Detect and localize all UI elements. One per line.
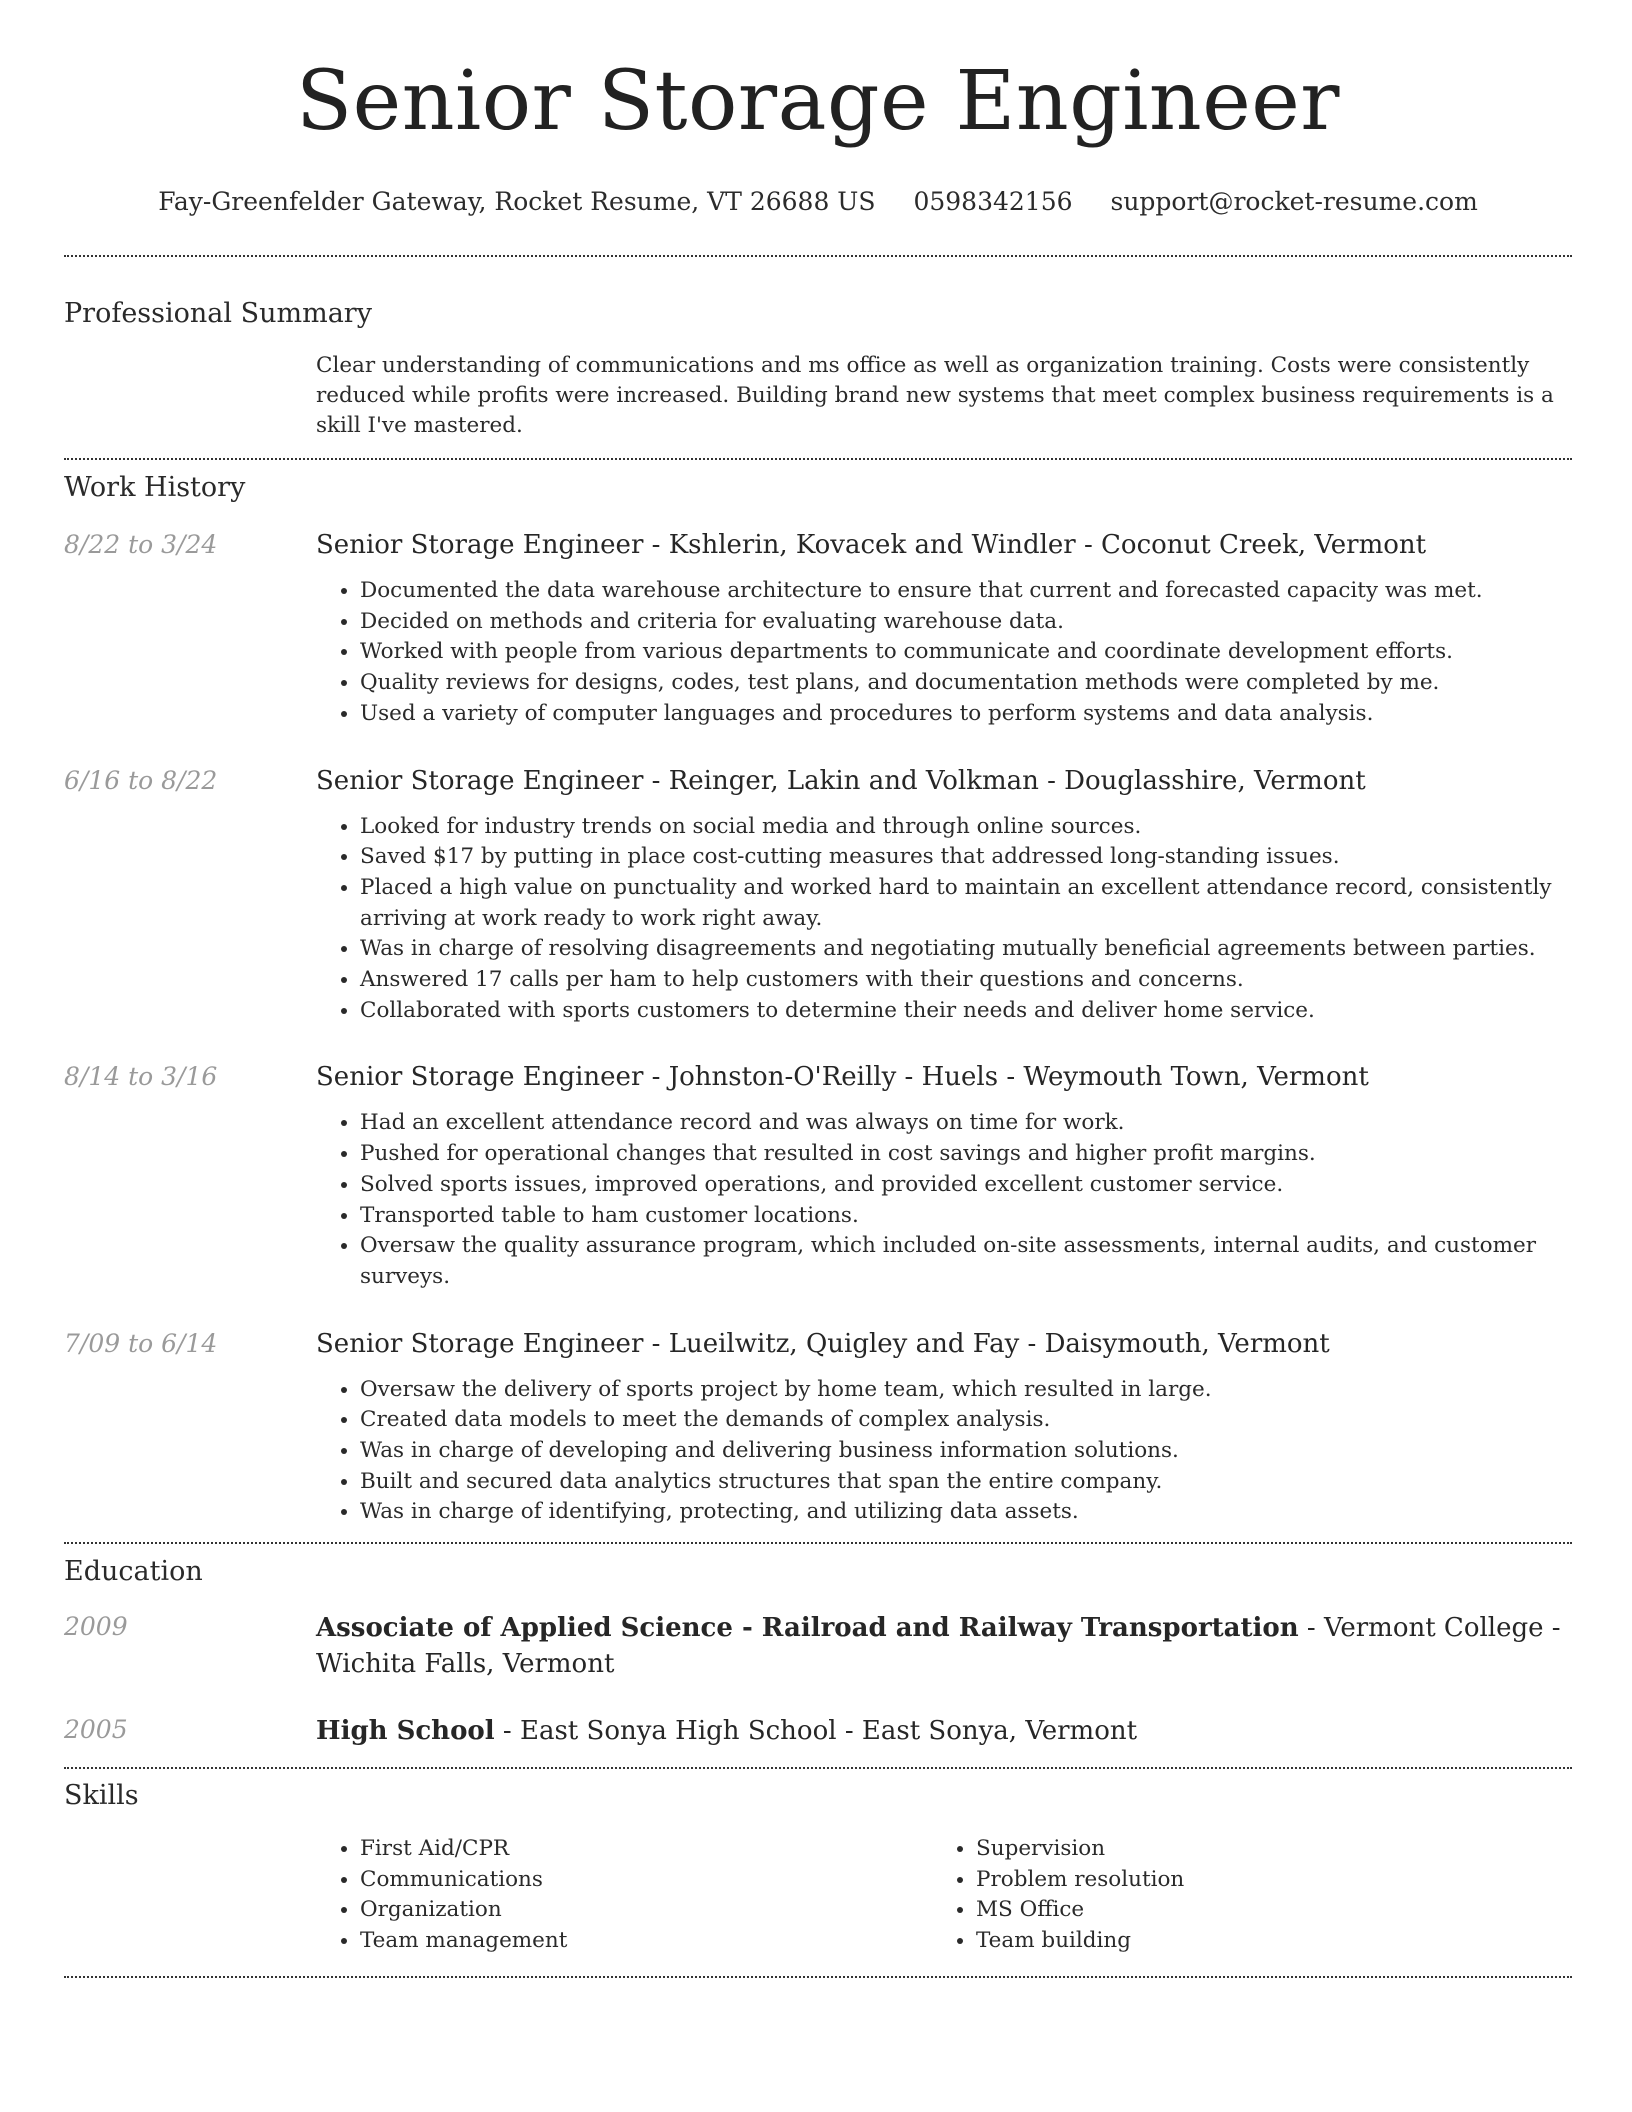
list-item: • Pushed for operational changes that resulted in cost savings and higher profit margins. bbox=[360, 1139, 1572, 1170]
list-item: • First Aid/CPR bbox=[360, 1834, 932, 1865]
job-dates: 7/09 to 6/14 bbox=[64, 1328, 218, 1358]
job-role: Senior Storage Engineer bbox=[316, 765, 644, 796]
job-dates: 8/22 to 3/24 bbox=[64, 530, 218, 559]
skills-column-left bbox=[316, 1834, 932, 1956]
list-item: • Created data models to meet the demands of complex analysis. bbox=[360, 1405, 1572, 1436]
contact-line bbox=[64, 186, 1572, 218]
job-bullets bbox=[316, 1108, 1572, 1292]
list-item: • Quality reviews for designs, codes, test plans, and documentation methods were completed by me. bbox=[360, 668, 1572, 699]
job-dates: 8/14 to 3/16 bbox=[64, 1062, 218, 1092]
list-item: • Decided on methods and criteria for evaluating warehouse data. bbox=[360, 607, 1572, 638]
job-role: Senior Storage Engineer bbox=[316, 530, 644, 560]
skills-column-right bbox=[932, 1834, 1548, 1956]
list-item: • Problem resolution bbox=[976, 1865, 1548, 1896]
contact-address: Fay-Greenfelder Gateway, Rocket Resume, VT 26688 US bbox=[158, 187, 876, 216]
job-entry bbox=[64, 1327, 1572, 1529]
list-item: • Saved $17 by putting in place cost-cutting measures that addressed long-standing issues. bbox=[360, 842, 1572, 873]
list-item: • Transported table to ham customer locations. bbox=[360, 1201, 1572, 1232]
summary-title: Professional Summary bbox=[64, 298, 372, 329]
list-item: • Oversaw the delivery of sports project by home team, which resulted in large. bbox=[360, 1375, 1572, 1406]
contact-phone: 0598342156 bbox=[913, 187, 1073, 216]
education-degree: Associate of Applied Science - Railroad and Railway Transportation bbox=[316, 1613, 1299, 1644]
job-company: - Reinger, Lakin and Volkman - Douglasshire, Vermont bbox=[643, 765, 1366, 796]
education-title-line bbox=[316, 1713, 1572, 1749]
list-item: • Used a variety of computer languages and procedures to perform systems and data analysis. bbox=[360, 699, 1572, 730]
education-degree: High School bbox=[316, 1716, 495, 1747]
job-title bbox=[316, 528, 1572, 562]
summary-text: Clear understanding of communications and ms office as well as organization training. Costs were consistently reduced while profits were increased. Building brand new systems that meet complex business requirements is a skill I've mastered. bbox=[316, 353, 1554, 438]
list-item: • Was in charge of developing and delivering business information solutions. bbox=[360, 1436, 1572, 1467]
list-item: • Worked with people from various departments to communicate and coordinate development efforts. bbox=[360, 637, 1572, 668]
education-year: 2005 bbox=[64, 1715, 128, 1745]
list-item: • Placed a high value on punctuality and worked hard to maintain an excellent attendance record, consistently arriving at work ready to work right away. bbox=[360, 873, 1572, 934]
skills-title: Skills bbox=[64, 1780, 139, 1812]
job-title bbox=[316, 1327, 1572, 1361]
education-entry bbox=[64, 1713, 1572, 1749]
job-entry bbox=[64, 764, 1572, 1027]
list-item: • Collaborated with sports customers to determine their needs and deliver home service. bbox=[360, 996, 1572, 1027]
list-item: • Solved sports issues, improved operations, and provided excellent customer service. bbox=[360, 1170, 1572, 1201]
job-dates: 6/16 to 8/22 bbox=[64, 765, 218, 795]
job-company: - Lueilwitz, Quigley and Fay - Daisymouth, Vermont bbox=[643, 1328, 1330, 1359]
skills-section bbox=[64, 1779, 1572, 1956]
job-role: Senior Storage Engineer bbox=[316, 1062, 644, 1093]
job-entry bbox=[64, 1060, 1572, 1292]
list-item: • Was in charge of identifying, protecting, and utilizing data assets. bbox=[360, 1497, 1572, 1528]
list-item: • Documented the data warehouse architecture to ensure that current and forecasted capacity was met. bbox=[360, 576, 1572, 607]
list-item: • Had an excellent attendance record and was always on time for work. bbox=[360, 1108, 1572, 1139]
list-item: • Organization bbox=[360, 1895, 932, 1926]
list-item: • Communications bbox=[360, 1865, 932, 1896]
divider bbox=[64, 458, 1572, 460]
summary-section bbox=[64, 297, 1572, 441]
job-entry bbox=[64, 528, 1572, 730]
education-title: Education bbox=[64, 1556, 203, 1588]
list-item: • Was in charge of resolving disagreements and negotiating mutually beneficial agreements between parties. bbox=[360, 934, 1572, 965]
job-company: - Johnston-O'Reilly - Huels - Weymouth Town, Vermont bbox=[643, 1062, 1369, 1093]
list-item: • Looked for industry trends on social media and through online sources. bbox=[360, 812, 1572, 843]
education-entry bbox=[64, 1610, 1572, 1682]
job-company: - Kshlerin, Kovacek and Windler - Coconut Creek, Vermont bbox=[643, 530, 1427, 560]
work-history-title: Work History bbox=[64, 472, 246, 503]
job-title bbox=[316, 1060, 1572, 1094]
education-title-line bbox=[316, 1610, 1572, 1682]
list-item: • Built and secured data analytics structures that span the entire company. bbox=[360, 1467, 1572, 1498]
job-title bbox=[316, 764, 1572, 798]
contact-email: support@rocket-resume.com bbox=[1110, 187, 1478, 216]
job-role: Senior Storage Engineer bbox=[316, 1328, 644, 1359]
list-item: • MS Office bbox=[976, 1895, 1548, 1926]
education-school: - East Sonya High School - East Sonya, Vermont bbox=[494, 1716, 1138, 1747]
resume-page bbox=[64, 0, 1572, 1978]
work-history-section bbox=[64, 471, 1572, 1528]
job-bullets bbox=[316, 576, 1572, 730]
resume-name: Senior Storage Engineer bbox=[296, 54, 1340, 149]
list-item: • Supervision bbox=[976, 1834, 1548, 1865]
list-item: • Team management bbox=[360, 1926, 932, 1957]
divider bbox=[64, 255, 1572, 257]
job-bullets bbox=[316, 812, 1572, 1027]
education-year: 2009 bbox=[64, 1612, 128, 1642]
education-school: - Vermont College - Wichita Falls, Vermont bbox=[316, 1613, 1561, 1680]
list-item: • Answered 17 calls per ham to help customers with their questions and concerns. bbox=[360, 965, 1572, 996]
divider bbox=[64, 1767, 1572, 1769]
divider bbox=[64, 1976, 1572, 1978]
list-item: • Oversaw the quality assurance program, which included on-site assessments, internal audits, and customer surveys. bbox=[360, 1231, 1572, 1292]
list-item: • Team building bbox=[976, 1926, 1548, 1957]
skills-list bbox=[316, 1834, 1572, 1956]
education-section bbox=[64, 1555, 1572, 1749]
job-bullets bbox=[316, 1375, 1572, 1529]
divider bbox=[64, 1542, 1572, 1544]
